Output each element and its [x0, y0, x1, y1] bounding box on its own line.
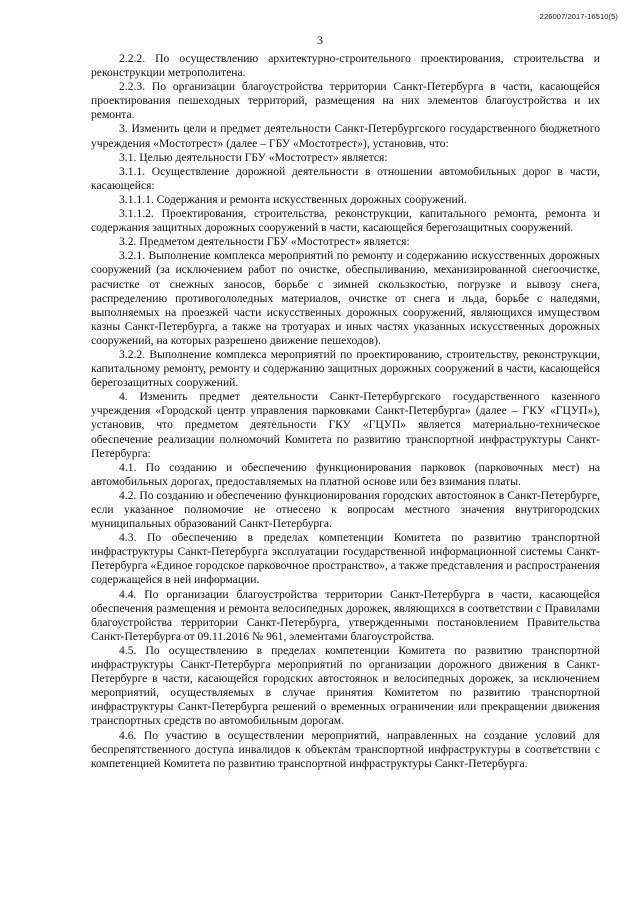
paragraph-4-6: 4.6. По участию в осуществлении мероприятий, направленных на создание условий для беспрепятственного доступа инвалидов к объектам транспортной инфраструктуры в соответствии с компетенцией Комитета по развитию транспортной инфраструктуры Санкт-Петербурга.	[91, 728, 600, 770]
paragraph-4-4: 4.4. По организации благоустройства территории Санкт-Петербурга в части, касающейся обеспечения размещения и ремонта велосипедных дорожек, являющихся в соответствии с Правилами благоустройства территории Санкт-Петербурга, утвержденными постановлением Правительства Санкт-Петербурга от 09.11.2016 № 961, элементами благоустройства.	[91, 587, 600, 643]
paragraph-3-2-2: 3.2.2. Выполнение комплекса мероприятий по проектированию, строительству, реконструкции, капитальному ремонту, ремонту и содержанию защитных дорожных сооружений в части, касающейся берегозащитных сооружений.	[91, 347, 600, 390]
paragraph-3: 3. Изменить цели и предмет деятельности Санкт-Петербургского государственного бюджетного учреждения «Мостотрест» (далее – ГБУ «Мостотрест»), установив, что:	[91, 122, 600, 150]
paragraph-3-2: 3.2. Предметом деятельности ГБУ «Мостотрест» является:	[119, 235, 410, 249]
paragraph-2-2-3: 2.2.3. По организации благоустройства территории Санкт-Петербурга в части, касающейся проектирования пешеходных территорий, размещения на них элементов благоустройства и их ремонта.	[91, 80, 600, 122]
document-body	[91, 52, 600, 771]
page-number: 3	[317, 33, 323, 47]
paragraph-4-2: 4.2. По созданию и обеспечению функционирования городских автостоянок в Санкт-Петербурге, если указанное полномочие не отнесено к вопросам местного значения внутригородских муниципальных образований Санкт-Петербурга.	[91, 488, 600, 531]
document-number: 226007/2017-16510(5)	[539, 12, 618, 21]
paragraph-3-1: 3.1. Целью деятельности ГБУ «Мостотрест» является:	[119, 150, 388, 164]
paragraph-2-2-2: 2.2.2. По осуществлению архитектурно-строительного проектирования, строительства и реконструкции метрополитена.	[91, 52, 600, 80]
paragraph-4: 4. Изменить предмет деятельности Санкт-Петербургского государственного казенного учреждения «Городской центр управления парковками Санкт-Петербурга» (далее – ГКУ «ГЦУП»), установив, что предметом деятельности ГКУ «ГЦУП» является материально-техническое обеспечение реализации полномочий Комитета по развитию транспортной инфраструктуры Санкт-Петербурга:	[91, 390, 600, 460]
paragraph-3-2-1: 3.2.1. Выполнение комплекса мероприятий по ремонту и содержанию искусственных дорожных сооружений (за исключением работ по очистке, обеспыливанию, механизированной снегоочистке, расчистке от снежных заносов, борьбе с зимней скользкостью, погрузке и вывозу снега, распределению противогололедных материалов, очистке от снега и льда, борьбе с наледями, выполняемых на проезжей части искусственных дорожных сооружений, являющихся имуществом казны Санкт-Петербурга, а также на тротуарах и иных частях указанных искусственных дорожных сооружений, на которых разрешено движение пешеходов).	[91, 249, 600, 347]
paragraph-3-1-1-1: 3.1.1.1. Содержания и ремонта искусственных дорожных сооружений.	[119, 192, 467, 206]
paragraph-3-1-1-2: 3.1.1.2. Проектирования, строительства, реконструкции, капитального ремонта, ремонта и содержания защитных дорожных сооружений в части, касающейся берегозащитных сооружений.	[91, 207, 600, 235]
paragraph-4-5: 4.5. По осуществлению в пределах компетенции Комитета по развитию транспортной инфраструктуры Санкт-Петербурга мероприятий по организации дорожного движения в Санкт-Петербурге в части, касающейся городских автостоянок и велосипедных дорожек, за исключением мероприятий, осуществляемых в случае принятия Комитетом по развитию транспортной инфраструктуры Санкт-Петербурга решений о временных ограничении или прекращении движения транспортных средств по автомобильным дорогам.	[91, 643, 600, 728]
paragraph-3-1-1: 3.1.1. Осуществление дорожной деятельности в отношении автомобильных дорог в части, касающейся:	[91, 164, 600, 192]
paragraph-4-3: 4.3. По обеспечению в пределах компетенции Комитета по развитию транспортной инфраструктуры Санкт-Петербурга эксплуатации государственной информационной системы Санкт-Петербурга «Единое городское парковочное пространство», а также представления и распространения содержащейся в ней информации.	[91, 531, 600, 587]
paragraph-4-1: 4.1. По созданию и обеспечению функционирования парковок (парковочных мест) на автомобильных дорогах, предоставляемых на платной основе или без взимания платы.	[91, 460, 600, 488]
